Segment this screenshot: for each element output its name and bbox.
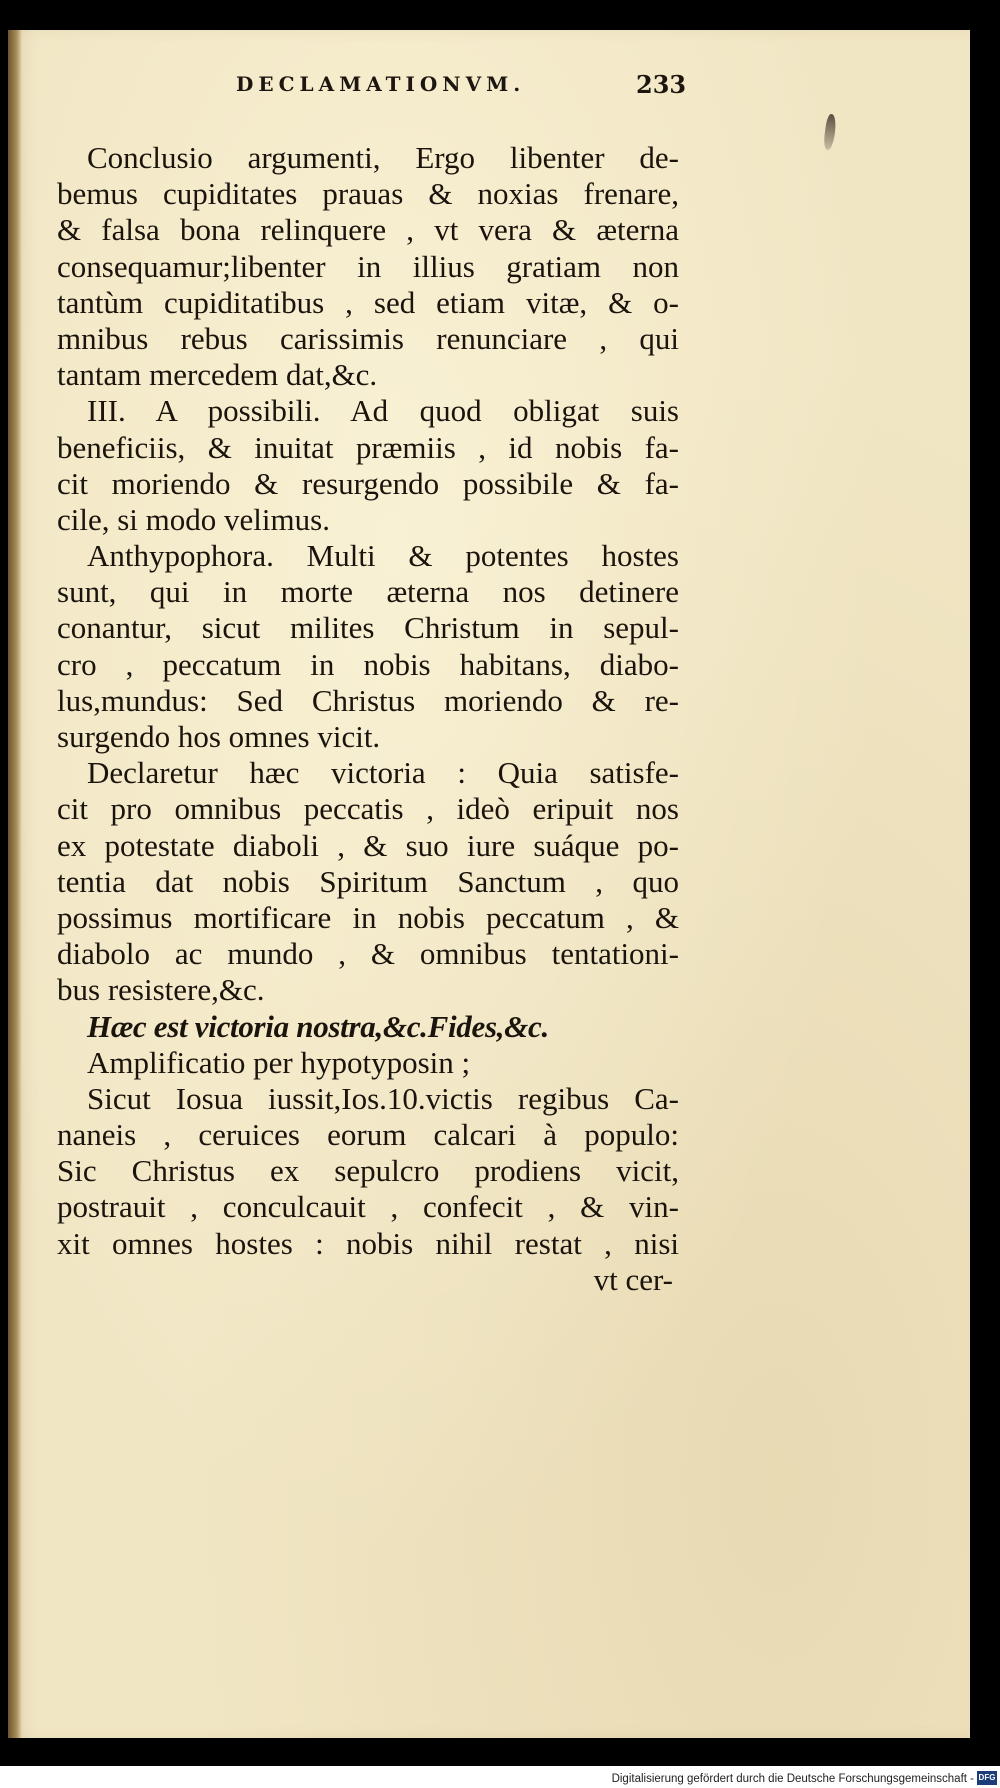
text-line: naneis , ceruices eorum calcari à populo: [57,1117,679,1153]
dfg-logo: DFG [977,1771,997,1785]
text-line: Sicut Iosua iussit,Ios.10.victis regibus Ca- [87,1080,679,1116]
book-page [8,30,970,1738]
text-line: sunt, qui in morte æterna nos detinere [57,574,679,610]
page-gutter [8,30,22,1738]
text-line: Amplificatio per hypotyposin ; [87,1044,471,1080]
ink-blot-mark [823,113,838,150]
text-line: conantur, sicut milites Christum in sepul- [57,610,679,646]
text-line: lus,mundus: Sed Christus moriendo & re- [57,682,679,718]
scripture-quote-line: Hæc est victoria nostra,&c.Fides,&c. [87,1008,549,1044]
text-line: xit omnes hostes : nobis nihil restat , nisi [57,1225,679,1261]
body-text [57,140,679,1298]
text-line: cro , peccatum in nobis habitans, diabo- [57,646,679,682]
catchword: vt cer- [593,1261,673,1297]
text-line: tantam mercedem dat,&c. [57,357,378,393]
text-line: cit pro omnibus peccatis , ideò eripuit nos [57,791,679,827]
funding-credit: Digitalisierung gefördert durch die Deutsche Forschungsgemeinschaft - [611,1773,974,1785]
text-line: Conclusio argumenti, Ergo libenter de- [87,140,679,175]
running-head: DECLAMATIONVM. [236,72,526,96]
digitization-footer [0,1766,1000,1788]
text-line: Declaretur hæc victoria : Quia satisfe- [87,755,679,791]
text-line: cile, si modo velimus. [57,501,330,537]
text-line: possimus mortificare in nobis peccatum , & [57,899,679,935]
text-line: Anthypophora. Multi & potentes hostes [87,538,679,574]
text-line: ex potestate diaboli , & suo iure suáque po- [57,827,679,863]
text-line: Sic Christus ex sepulcro prodiens vicit, [57,1153,679,1189]
text-line: & falsa bona relinquere , vt vera & æterna [57,212,679,248]
text-line: III. A possibili. Ad quod obligat suis [87,393,679,429]
page-number: 233 [636,70,687,99]
text-line: surgendo hos omnes vicit. [57,719,381,754]
text-line: diabolo ac mundo , & omnibus tentationi- [57,936,679,972]
text-line: mnibus rebus carissimis renunciare , qui [57,320,679,356]
text-line: beneficiis, & inuitat præmiis , id nobis fa- [57,429,679,465]
text-line: postrauit , conculcauit , confecit , & vin- [57,1189,679,1225]
text-line: tentia dat nobis Spiritum Sanctum , quo [57,863,679,899]
text-line: bemus cupiditates prauas & noxias frenare, [57,176,679,212]
text-line: cit moriendo & resurgendo possibile & fa- [57,465,679,501]
text-line: bus resistere,&c. [57,972,265,1008]
text-line: tantùm cupiditatibus , sed etiam vitæ, & o- [57,284,679,320]
text-line: consequamur;libenter in illius gratiam non [57,248,679,284]
